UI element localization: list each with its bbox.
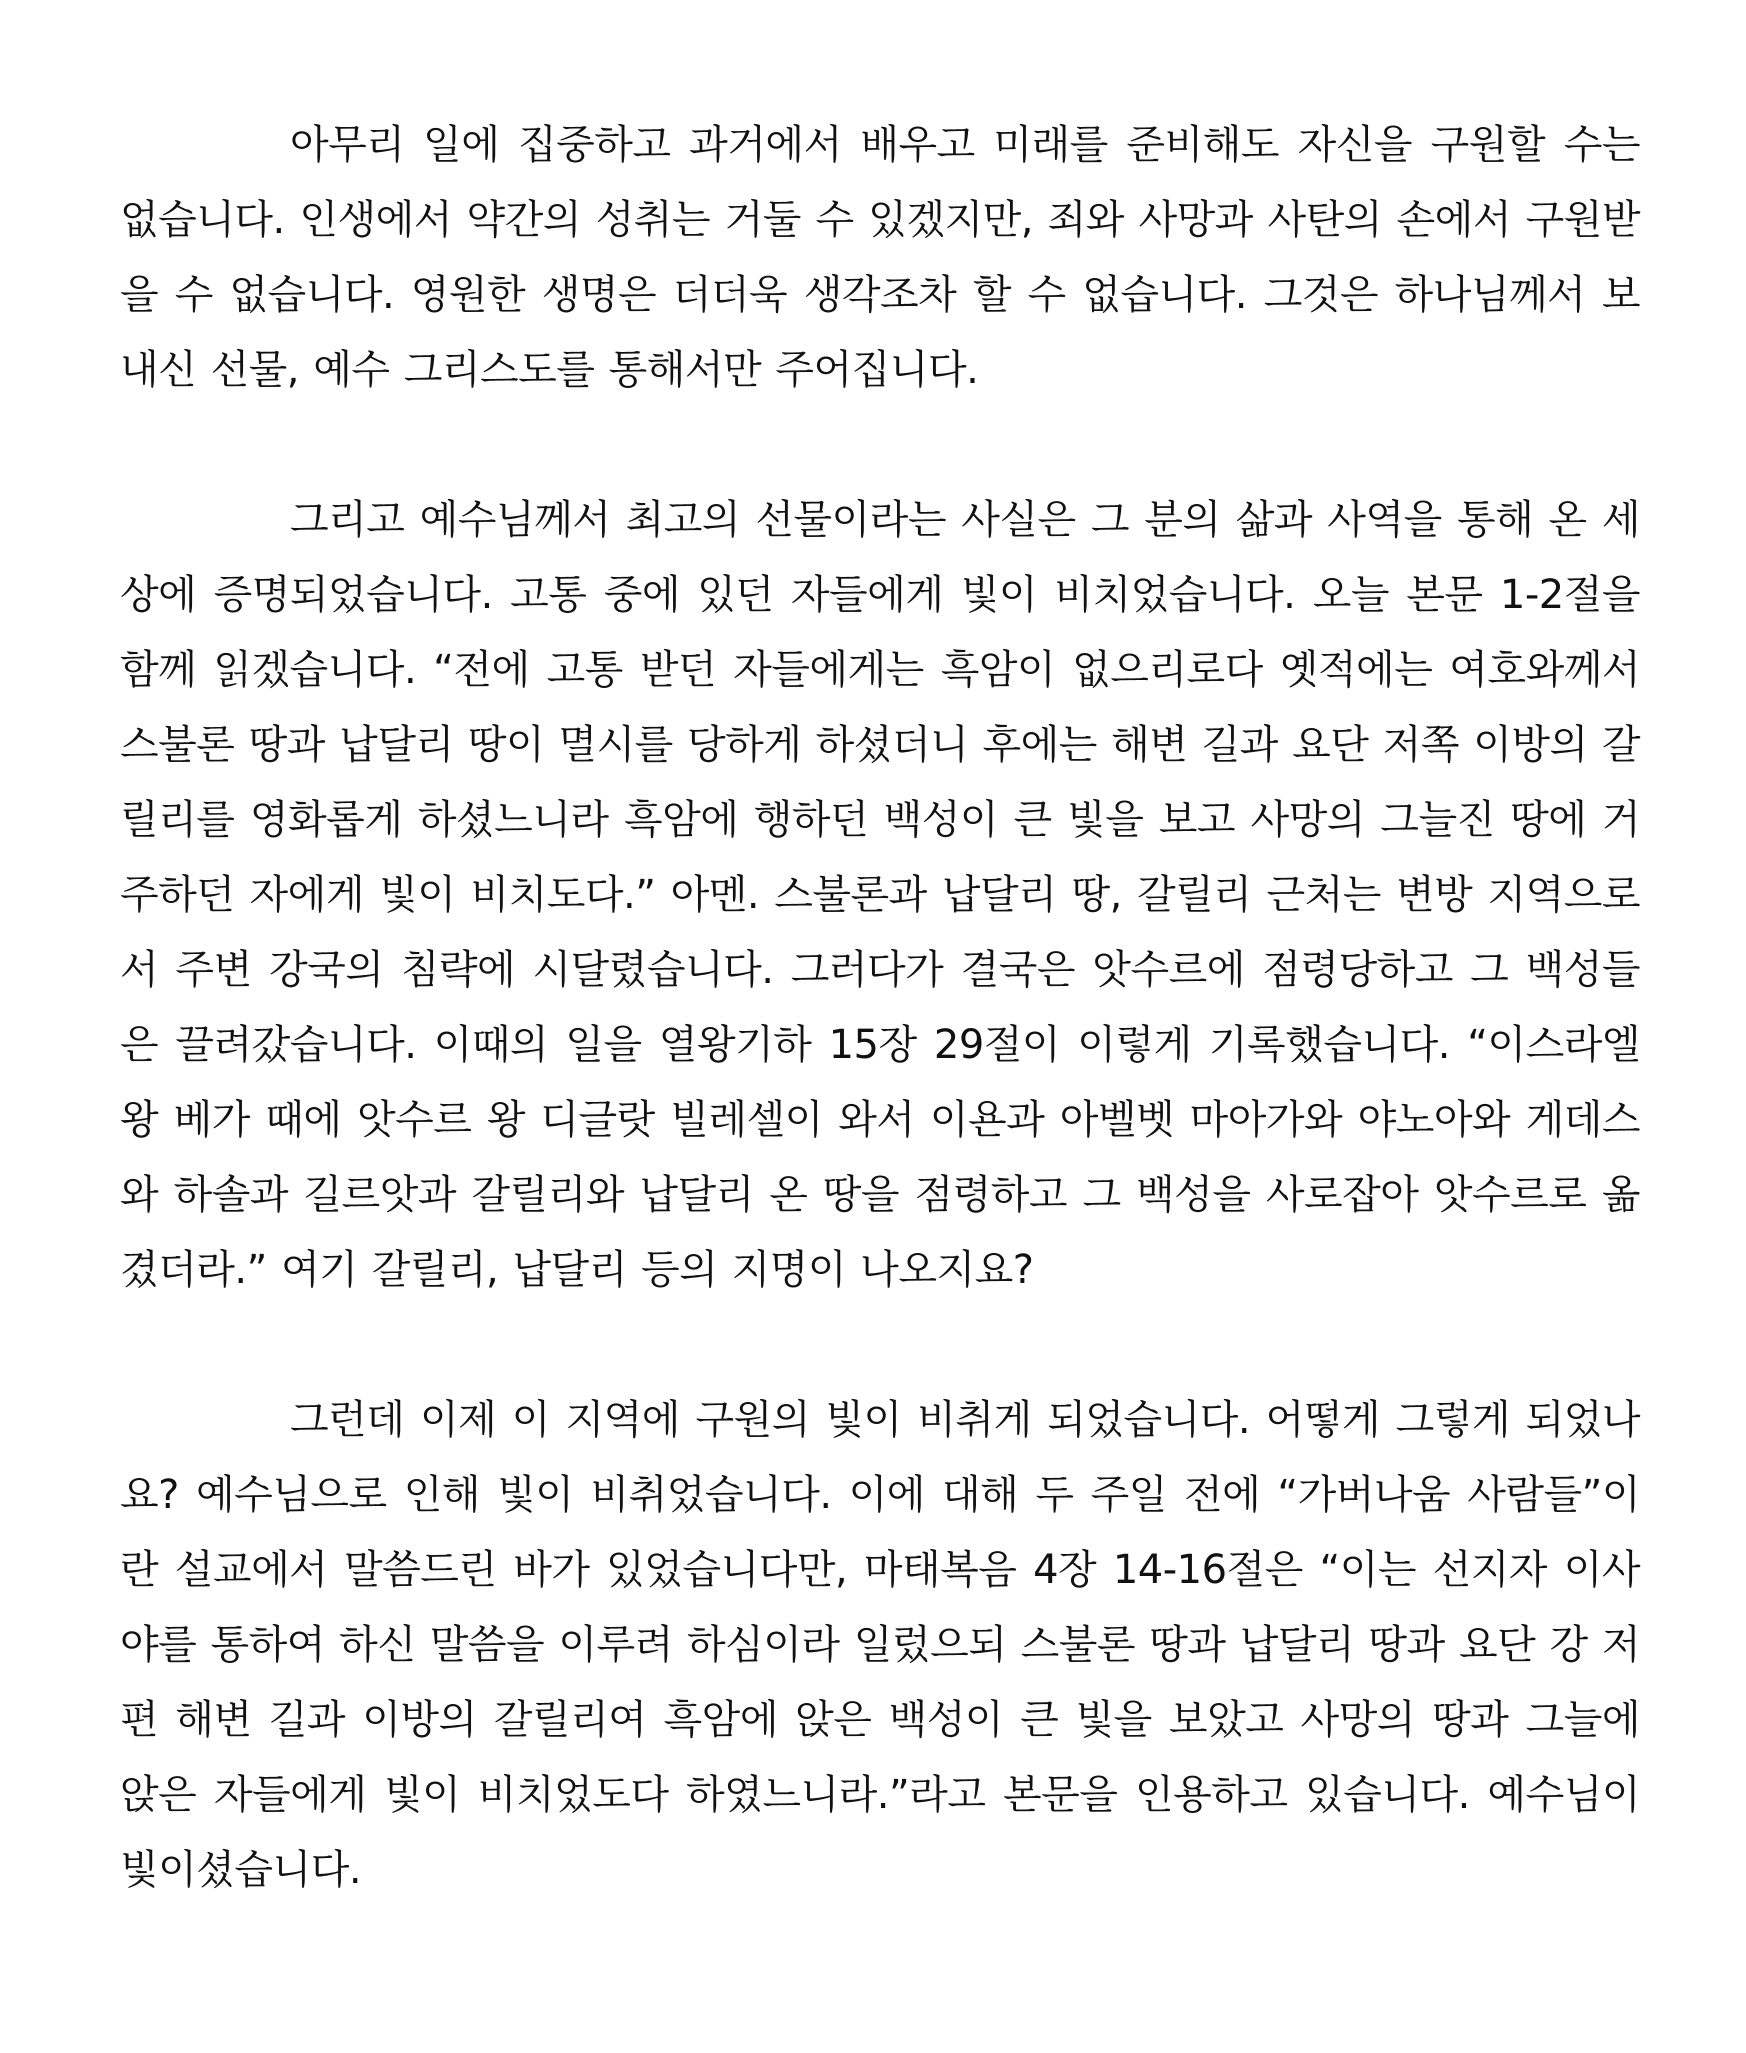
paragraph-2: 그리고 예수님께서 최고의 선물이라는 사실은 그 분의 삶과 사역을 통해 온 세상에 증명되었습니다. 고통 중에 있던 자들에게 빛이 비치었습니다. 오늘 본문 1-2절을 함께 읽겠습니다. “전에 고통 받던 자들에게는 흑암이 없으리로다 옛적에는 여호와께서 스불론 땅과 납달리 땅이 멸시를 당하게 하셨더니 후에는 해변 길과 요단 저쪽 이방의 갈릴리를 영화롭게 하셨느니라 흑암에 행하던 백성이 큰 빛을 보고 사망의 그늘진 땅에 거주하던 자에게 빛이 비치도다.” 아멘. 스불론과 납달리 땅, 갈릴리 근처는 변방 지역으로서 주변 강국의 침략에 시달렸습니다. 그러다가 결국은 앗수르에 점령당하고 그 백성들은 끌려갔습니다. 이때의 일을 열왕기하 15장 29절이 이렇게 기록했습니다. “이스라엘 왕 베가 때에 앗수르 왕 디글랏 빌레셀이 와서 이욘과 아벨벳 마아가와 야노아와 게데스와 하솔과 길르앗과 갈릴리와 납달리 온 땅을 점령하고 그 백성을 사로잡아 앗수르로 옮겼더라.” 여기 갈릴리, 납달리 등의 지명이 나오지요?: [120, 497, 1640, 1293]
document-page: [120, 108, 1640, 1908]
paragraph-1: 아무리 일에 집중하고 과거에서 배우고 미래를 준비해도 자신을 구원할 수는 없습니다. 인생에서 약간의 성취는 거둘 수 있겠지만, 죄와 사망과 사탄의 손에서 구원받을 수 없습니다. 영원한 생명은 더더욱 생각조차 할 수 없습니다. 그것은 하나님께서 보내신 선물, 예수 그리스도를 통해서만 주어집니다.: [120, 122, 1640, 393]
paragraph-3: 그런데 이제 이 지역에 구원의 빛이 비취게 되었습니다. 어떻게 그렇게 되었나요? 예수님으로 인해 빛이 비취었습니다. 이에 대해 두 주일 전에 “가버나움 사람들”이란 설교에서 말씀드린 바가 있었습니다만, 마태복음 4장 14-16절은 “이는 선지자 이사야를 통하여 하신 말씀을 이루려 하심이라 일렀으되 스불론 땅과 납달리 땅과 요단 강 저편 해변 길과 이방의 갈릴리여 흑암에 앉은 백성이 큰 빛을 보았고 사망의 땅과 그늘에 앉은 자들에게 빛이 비치었도다 하였느니라.”라고 본문을 인용하고 있습니다. 예수님이 빛이셨습니다.: [120, 1397, 1640, 1893]
